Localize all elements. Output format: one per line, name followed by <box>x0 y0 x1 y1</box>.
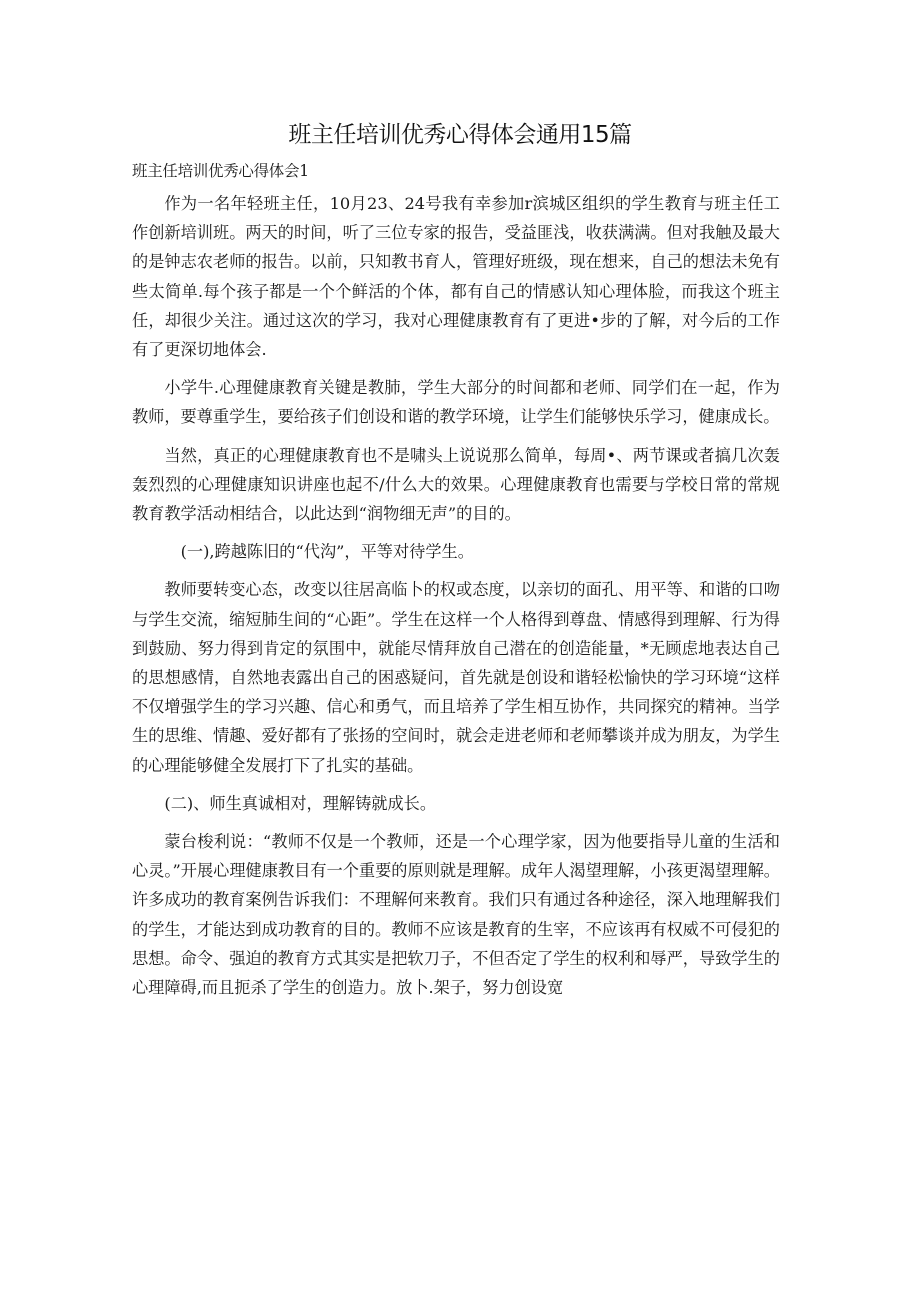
paragraph-3: 当然，真正的心理健康教育也不是啸头上说说那么简单，每周•、两节课或者搞几次轰轰烈烈的心理健康知识讲座也起不/什么大的效果。心理健康教育也需要与学校日常的常规教育教学活动相结合，以此达到“润物细无声”的目的。 <box>132 445 780 524</box>
paragraph-1: 作为一名年轻班主任，10月23、24号我有幸参加r滨城区组织的学生教育与班主任工作创新培训班。两天的时间，听了三位专家的报告，受益匪浅，收获满满。但对我触及最大的是钟志农老师的报告。以前，只知教书育人，管理好班级，现在想来，自己的想法未免有些太简单.每个孩子都是一个个鲜活的个体，都有自己的情感认知心理体脸，而我这个班主任，却很少关注。通过这次的学习，我对心理健康教育有了更进•步的了解，对今后的工作有了更深切地体会. <box>132 194 780 360</box>
paragraph-5: 蒙台梭利说：“教师不仅是一个教师，还是一个心理学家，因为他要指导儿童的生活和心灵。”开展心理健康教目有一个重要的原则就是理解。成年人渴望理解，小孩更渴望理解。许多成功的教育案例告诉我们：不理解何来教育。我们只有通过各种途径，深入地理解我们的学生，才能达到成功教育的目的。教师不应该是教育的生宰，不应该再有权威不可侵犯的思想。命令、强迫的教育方式其实是把软刀子，不但否定了学生的权利和辱严，导致学生的心理障碍,而且扼杀了学生的创造力。放卜.架子，努力创设宽 <box>132 832 780 998</box>
subheading-1: (一),跨越陈旧的“代沟”，平等对待学生。 <box>180 542 474 562</box>
section-heading: 班主任培训优秀心得体会1 <box>132 162 309 180</box>
paragraph-2: 小学牛.心理健康教育关键是教肺，学生大部分的时间都和老师、同学们在一起，作为教师，要尊重学生，要给孩子们创设和谐的教学环境，让学生们能够快乐学习，健康成长。 <box>132 378 780 427</box>
document-body <box>132 189 780 1011</box>
paragraph-4: 教师要转变心态，改变以往居高临卜的权或态度，以亲切的面孔、用平等、和谐的口吻与学生交流，缩短肺生间的“心距”。学生在这样一个人格得到尊盘、情感得到理解、行为得到鼓励、努力得到肯定的氛围中，就能尽情拜放自己潜在的创造能量，*无顾虑地表达自己的思想感情，自然地表露出自己的困惑疑问，首先就是创设和谐轻松愉快的学习环境“这样不仅增强学生的学习兴趣、信心和勇气，而且培养了学生相互协作，共同探究的精神。当学生的思维、情趣、爱好都有了张扬的空间时，就会走进老师和老师攀谈并成为朋友，为学生的心理能够健全发展打下了扎实的基础。 <box>132 580 780 775</box>
subheading-2: (二)、师生真诚相对，理解铸就成长。 <box>164 793 437 813</box>
document-title: 班主任培训优秀心得体会通用15篇 <box>288 122 632 148</box>
